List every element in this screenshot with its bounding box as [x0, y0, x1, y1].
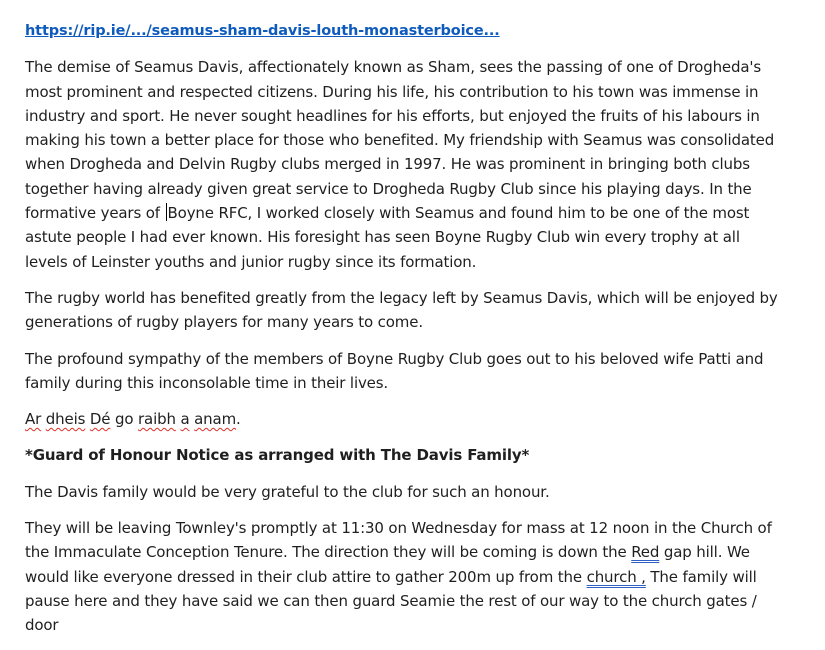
- grammar-flag-word[interactable]: Red: [631, 543, 660, 562]
- spellcheck-word[interactable]: raibh: [138, 410, 176, 429]
- tribute-text-after-caret: Boyne RFC, I worked closely with Seamus and found him to be one of the most astute people I had ever known. His foresight has seen Boyne Rugby Club win every trophy at all levels of Leinster youths and junior rugby since its formation.: [25, 204, 750, 271]
- notice-text-part-1: They will be leaving Townley's promptly at 11:30 on Wednesday for mass at 12 noon in the Church of the Immaculate Conception Tenure. The direction they will be coming is down the: [25, 519, 772, 562]
- spellcheck-word[interactable]: Ar: [25, 410, 42, 429]
- spellcheck-word[interactable]: anam: [194, 410, 237, 429]
- notice-paragraph-2[interactable]: [25, 516, 785, 637]
- spellcheck-word[interactable]: a: [180, 410, 190, 429]
- blessing-period: .: [236, 410, 241, 429]
- irish-blessing-paragraph[interactable]: [25, 407, 785, 431]
- spellcheck-word[interactable]: dheis: [45, 410, 86, 429]
- tribute-paragraph-1[interactable]: [25, 55, 785, 274]
- document-body[interactable]: [25, 18, 785, 650]
- notice-text-part-3: The family will pause here and they have said we can then guard Seamie the rest of our way to the church gates / door: [25, 567, 757, 635]
- tribute-text-before-caret: The demise of Seamus Davis, affectionately known as Sham, sees the passing of one of Drogheda's most prominent and respected citizens. During his life, his contribution to his town was immense in industry and sport. He never sought headlines for his efforts, but enjoyed the fruits of his labours in making his town a better place for those who benefited. My friendship with Seamus was consolidated when Drogheda and Delvin Rugby clubs merged in 1997. He was prominent in bringing both clubs together having already given great service to Drogheda Rugby Club since his playing days. In the formative years of: [25, 58, 775, 223]
- grammar-flag-phrase[interactable]: church ,: [586, 567, 646, 586]
- blessing-word: go: [115, 410, 134, 429]
- notice-paragraph-1[interactable]: The Davis family would be very grateful to the club for such an honour.: [25, 482, 550, 501]
- spellcheck-word[interactable]: Dé: [89, 410, 111, 429]
- tribute-paragraph-2[interactable]: The rugby world has benefited greatly from the legacy left by Seamus Davis, which will be enjoyed by generations of rugby players for many years to come.: [25, 288, 778, 332]
- guard-of-honour-heading[interactable]: *Guard of Honour Notice as arranged with The Davis Family*: [25, 446, 530, 465]
- tribute-paragraph-3[interactable]: The profound sympathy of the members of Boyne Rugby Club goes out to his beloved wife Patti and family during this inconsolable time in their lives.: [25, 349, 764, 392]
- source-link[interactable]: https://rip.ie/.../seamus-sham-davis-louth-monasterboice...: [25, 23, 500, 39]
- text-cursor: [166, 203, 167, 221]
- notice-text-part-2: gap hill. We would like everyone dressed in their club attire to gather 200m up from the: [25, 543, 750, 586]
- source-link-paragraph: [25, 18, 785, 43]
